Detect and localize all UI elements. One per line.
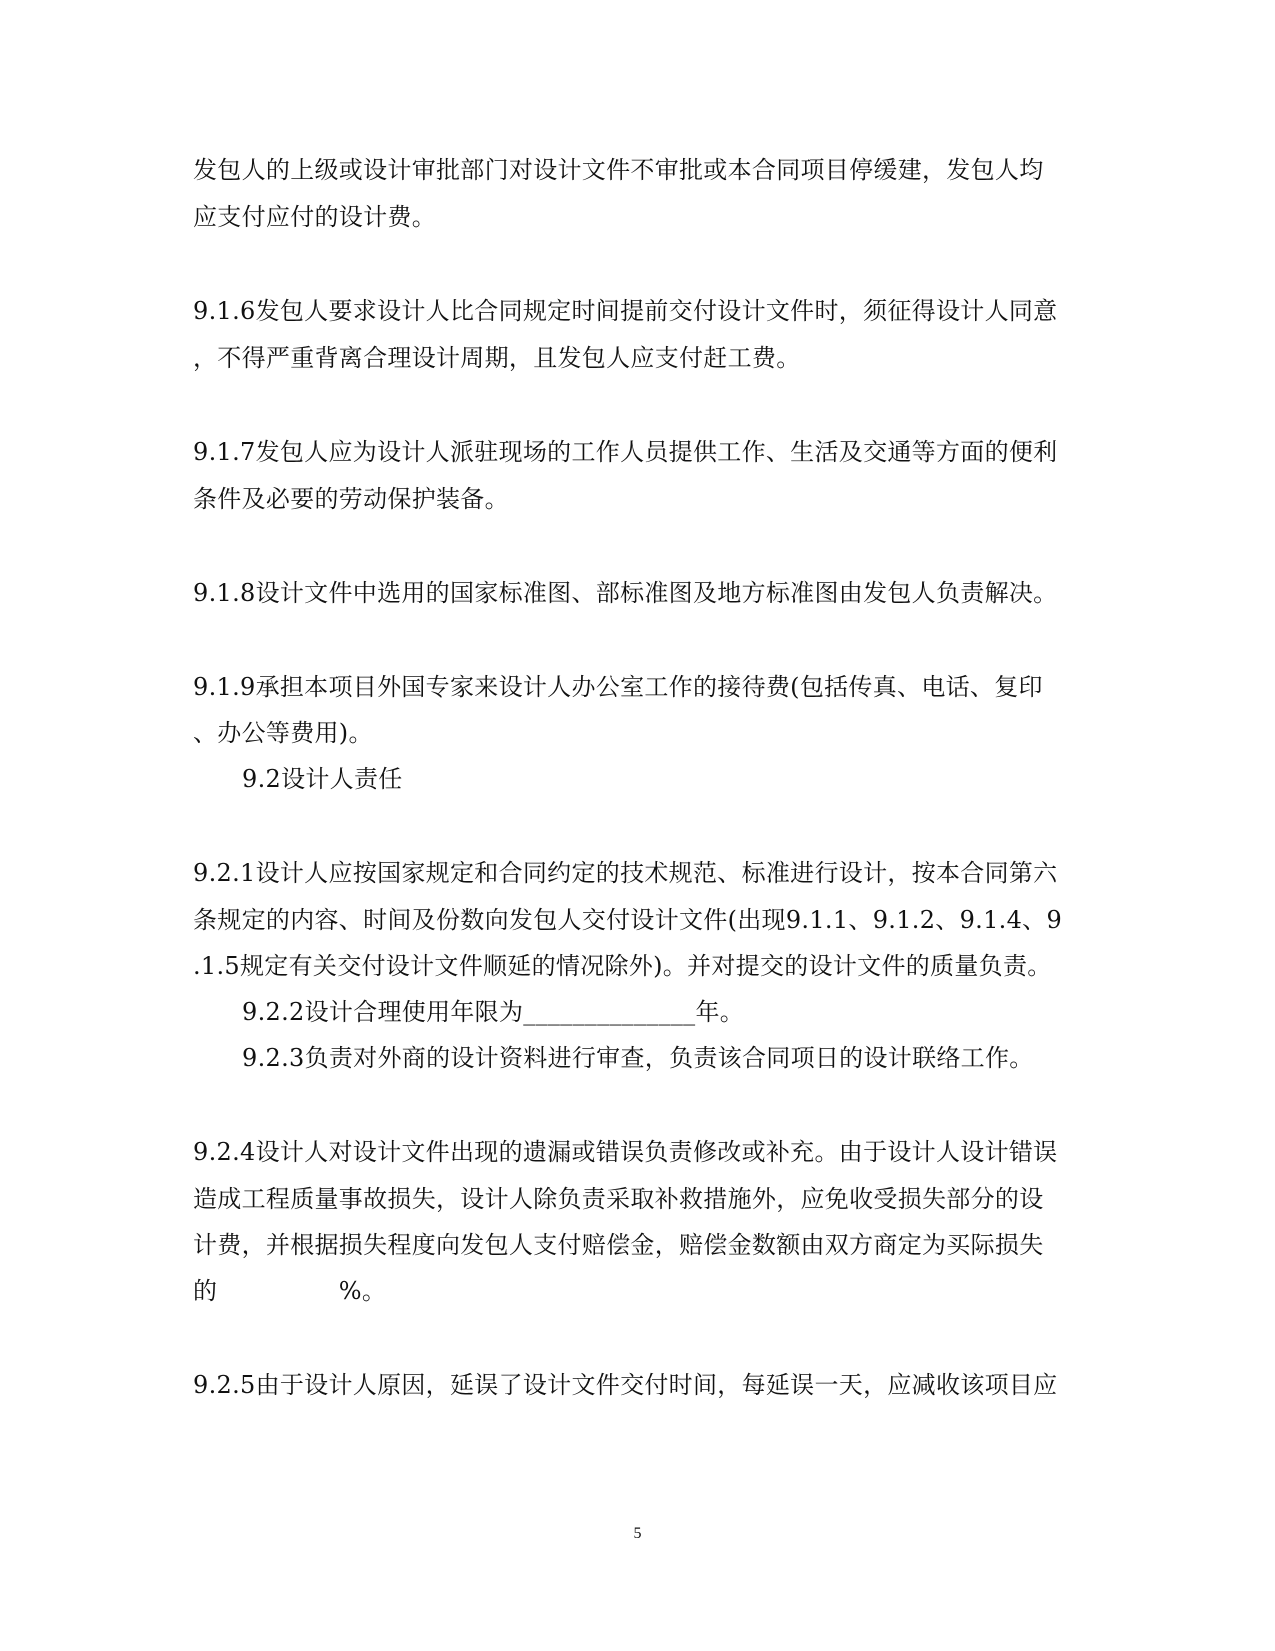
paragraph-line: 条规定的内容、时间及份数向发包人交付设计文件(出现9.1.1、9.1.2、9.1.4、9: [193, 906, 1063, 934]
paragraph-line: 条件及必要的劳动保护装备。: [193, 485, 509, 513]
clause-9-2-3: 9.2.3负责对外商的设计资料进行审查，负责该合同项日的设计联络工作。: [242, 1044, 1034, 1072]
section-heading-9-2: 9.2设计人责任: [242, 765, 403, 793]
paragraph-line: 发包人的上级或设计审批部门对设计文件不审批或本合同项目停缓建，发包人均: [193, 156, 1044, 184]
clause-9-2-5: 9.2.5由于设计人原因，延误了设计文件交付时间，每延误一天，应减收该项目应: [193, 1371, 1058, 1399]
clause-9-2-1: 9.2.1设计人应按国家规定和合同约定的技术规范、标准进行设计，按本合同第六: [193, 859, 1058, 887]
paragraph-line: 的 %。: [193, 1277, 387, 1305]
paragraph-line: 计费，并根据损失程度向发包人支付赔偿金，赔偿金数额由双方商定为买际损失: [193, 1231, 1044, 1259]
clause-9-1-8: 9.1.8设计文件中选用的国家标准图、部标准图及地方标准图由发包人负责解决。: [193, 579, 1058, 607]
paragraph-line: ，不得严重背离合理设计周期，且发包人应支付赶工费。: [193, 344, 801, 372]
paragraph-line: 应支付应付的设计费。: [193, 203, 436, 231]
clause-9-1-6: 9.1.6发包人要求设计人比合同规定时间提前交付设计文件时，须征得设计人同意: [193, 297, 1058, 325]
clause-9-2-2: 9.2.2设计合理使用年限为______________年。: [242, 998, 745, 1026]
paragraph-line: .1.5规定有关交付设计文件顺延的情况除外)。并对提交的设计文件的质量负责。: [193, 952, 1052, 980]
clause-9-2-4: 9.2.4设计人对设计文件出现的遗漏或错误负责修改或补充。由于设计人设计错误: [193, 1138, 1058, 1166]
clause-9-1-7: 9.1.7发包人应为设计人派驻现场的工作人员提供工作、生活及交通等方面的便利: [193, 438, 1058, 466]
clause-9-1-9: 9.1.9承担本项目外国专家来设计人办公室工作的接待费(包括传真、电话、复印: [193, 673, 1043, 701]
page-number: 5: [633, 1525, 642, 1542]
paragraph-line: 造成工程质量事故损失，设计人除负责采取补救措施外，应免收受损失部分的设: [193, 1185, 1044, 1213]
paragraph-line: 、办公等费用)。: [193, 719, 373, 747]
